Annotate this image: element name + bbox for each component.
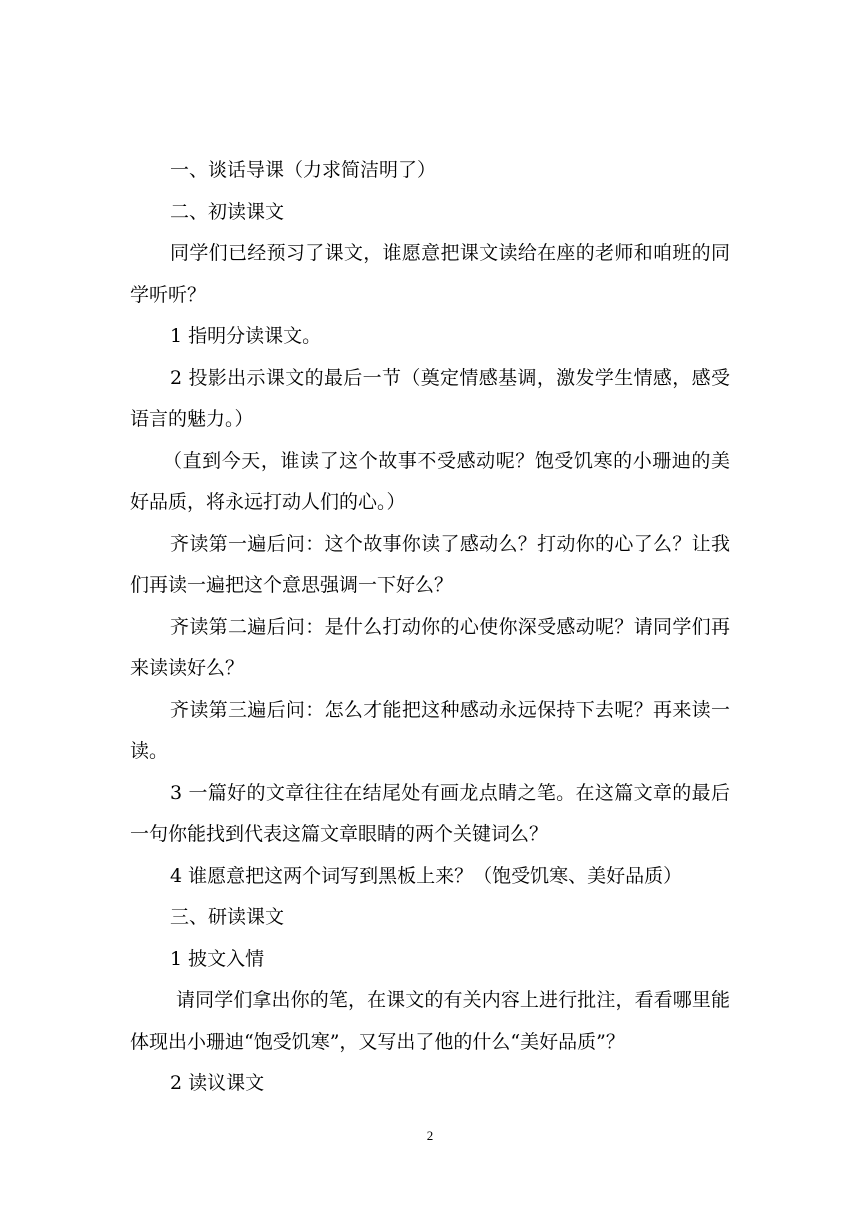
step-1-reading: 1 指明分读课文。 [170,325,322,347]
subheading-enter-emotion: 1 披文入情 [170,947,265,970]
step-4-blackboard: 4 谁愿意把这两个词写到黑板上来？（饱受饥寒、美好品质） [170,864,683,887]
step-3-key-words: 3 一篇好的文章往往在结尾处有画龙点睛之笔。在这篇文章的最后一句你能找到代表这篇文章眼睛的两个关键词么？ [130,781,730,845]
document-body [130,150,730,1105]
page-number: 2 [426,1128,434,1143]
subheading-read-discuss: 2 读议课文 [170,1072,265,1094]
quoted-final-section: （直到今天，谁读了这个故事不受感动呢？饱受饥寒的小珊迪的美好品质，将永远打动人们的心。） [130,449,730,513]
first-reading-question: 齐读第一遍后问：这个故事你读了感动么？打动你的心了么？让我们再读一遍把这个意思强调一下好么？ [130,532,730,596]
third-reading-question: 齐读第三遍后问：怎么才能把这种感动永远保持下去呢？再来读一读。 [130,698,730,762]
step-2-projection: 2 投影出示课文的最后一节（奠定情感基调，激发学生情感，感受语言的魅力。） [130,366,730,430]
second-reading-question: 齐读第二遍后问：是什么打动你的心使你深受感动呢？请同学们再来读读好么？ [130,615,730,679]
section-heading-intro: 一、谈话导课（力求简洁明了） [170,159,437,181]
annotation-instruction: 请同学们拿出你的笔，在课文的有关内容上进行批注，看看哪里能体现出小珊迪“饱受饥寒”，又写出了他的什么“美好品质”？ [130,989,730,1053]
section-heading-study: 三、研读课文 [170,906,285,928]
paragraph-invite-reading: 同学们已经预习了课文，谁愿意把课文读给在座的老师和咱班的同学听听？ [130,242,730,306]
section-heading-first-reading: 二、初读课文 [170,200,285,223]
